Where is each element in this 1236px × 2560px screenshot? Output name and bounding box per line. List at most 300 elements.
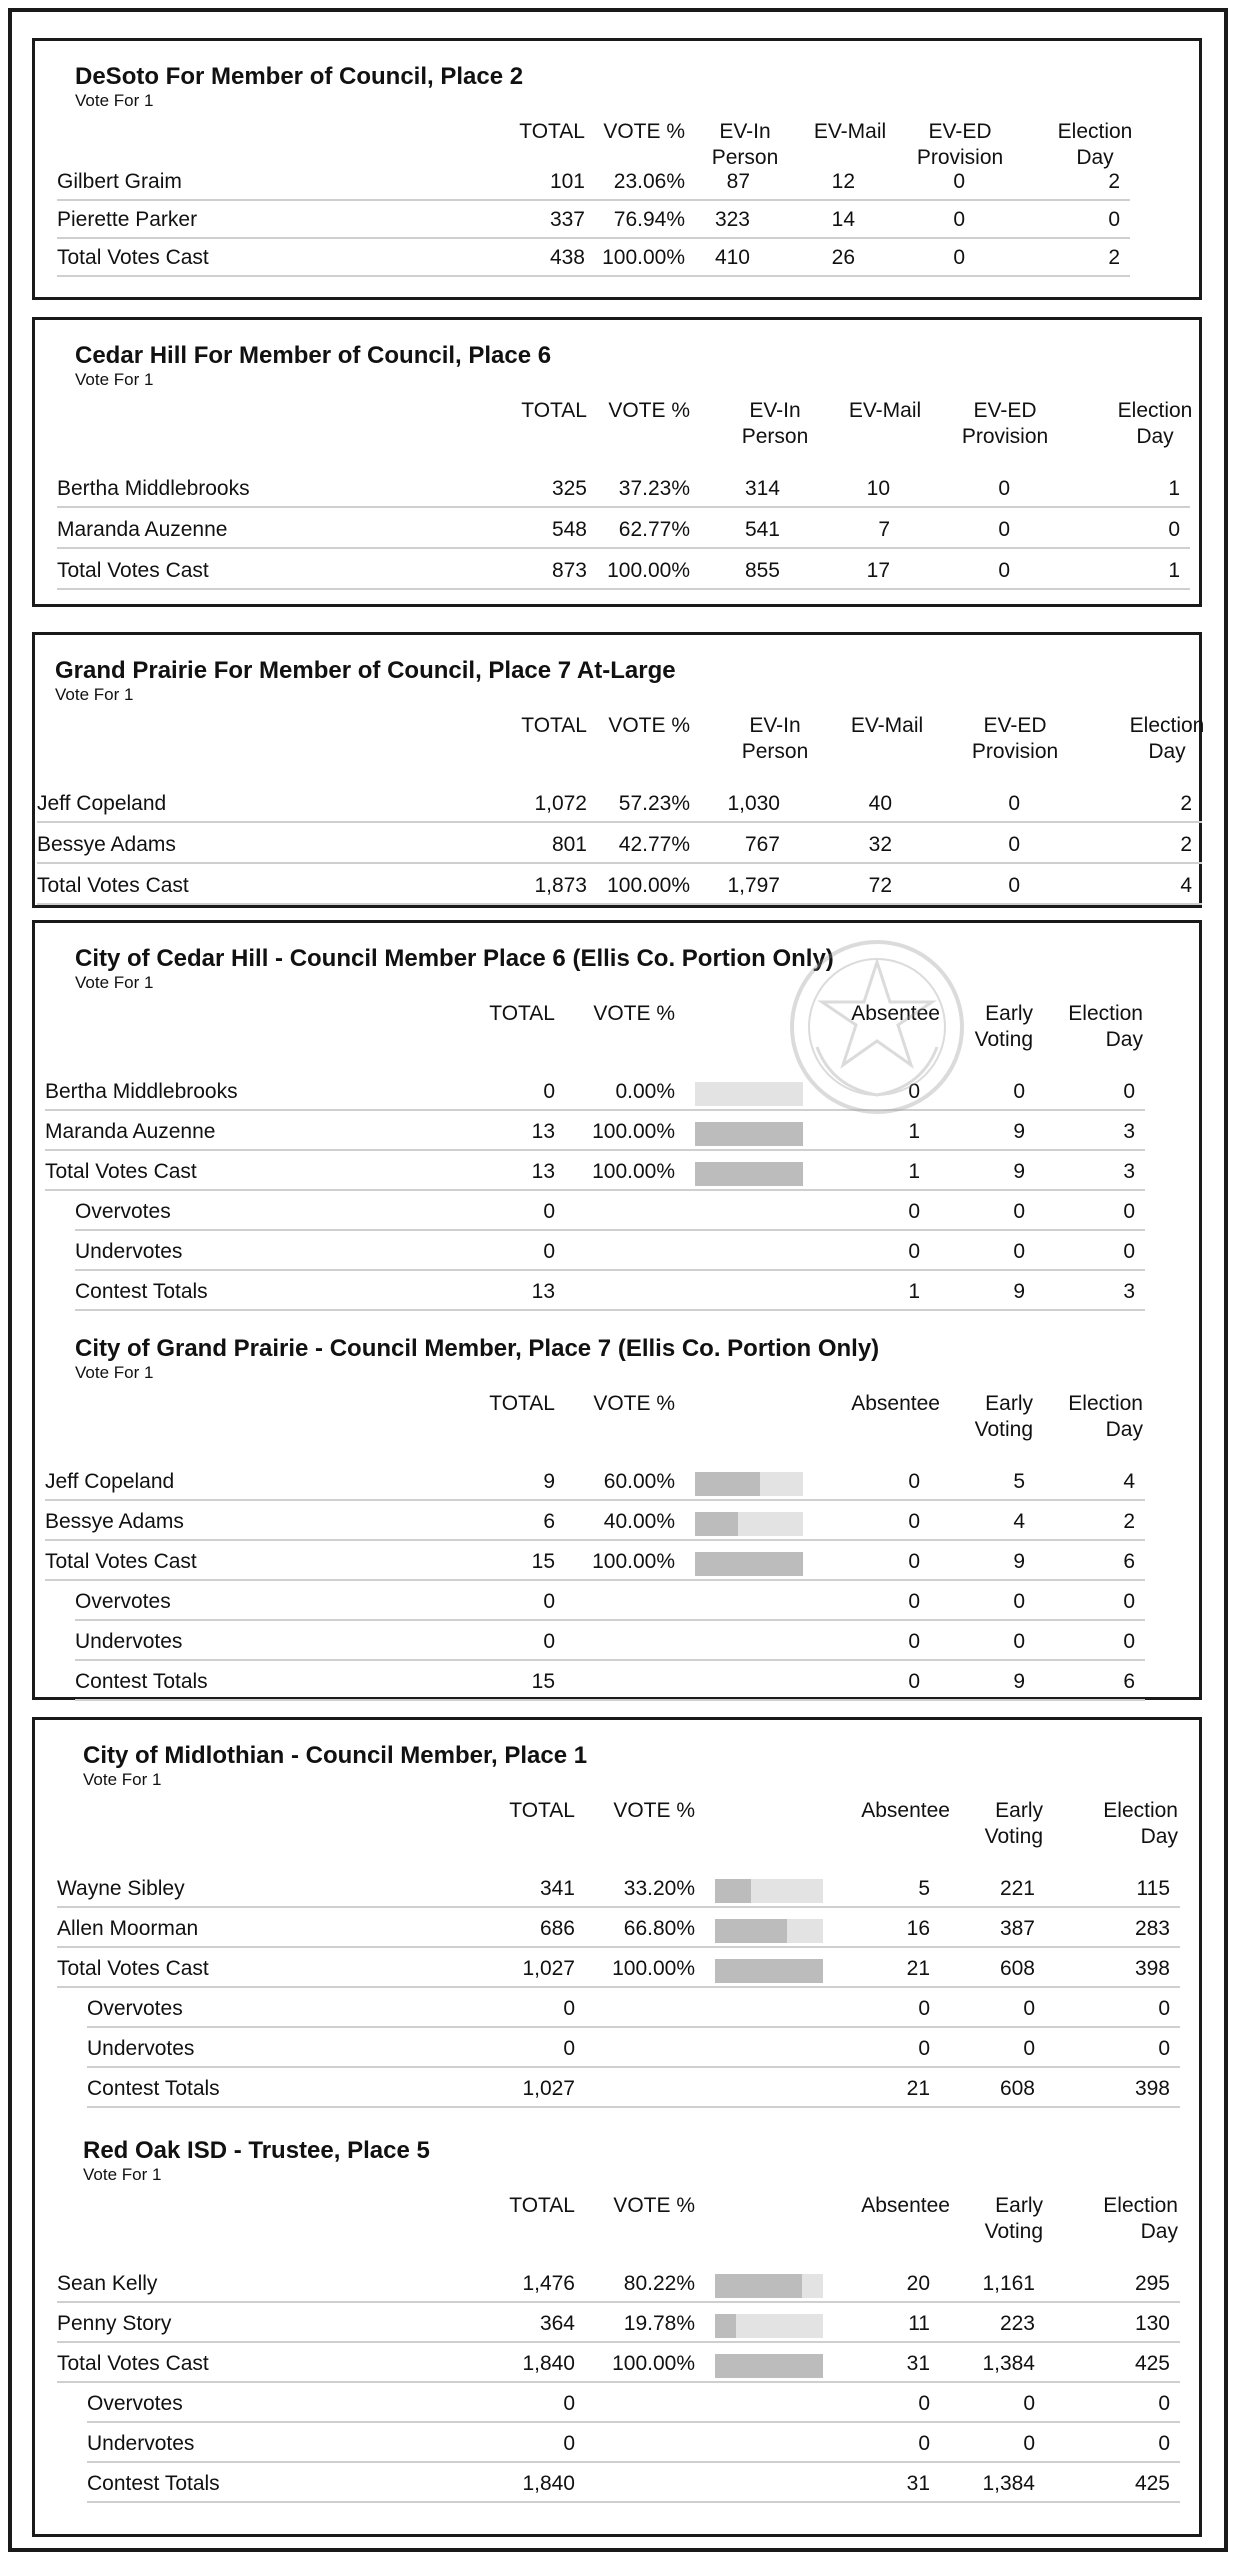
column-header: TOTAL bbox=[519, 120, 585, 143]
early-voting-votes: 221 bbox=[999, 1877, 1035, 1900]
absentee-votes: 20 bbox=[906, 2272, 930, 2295]
column-header: Early Voting bbox=[984, 1799, 1043, 1848]
table-row bbox=[35, 552, 1205, 590]
column-header: Election Day bbox=[1057, 120, 1133, 169]
row-divider bbox=[57, 1906, 1180, 1908]
ev-ed-provision-votes: 0 bbox=[998, 477, 1010, 500]
vote-for-label: Vote For 1 bbox=[55, 685, 134, 704]
column-header: Election Day bbox=[1068, 1392, 1143, 1441]
vote-percent-bar bbox=[715, 2314, 823, 2338]
vote-percent-bar bbox=[695, 1552, 803, 1576]
early-voting-votes: 608 bbox=[999, 1957, 1035, 1980]
ev-ed-provision-votes: 0 bbox=[953, 170, 965, 193]
row-divider bbox=[37, 821, 1202, 823]
table-row bbox=[35, 1273, 1205, 1311]
results-page bbox=[8, 8, 1228, 2552]
column-header: Election Day bbox=[1103, 2194, 1178, 2243]
absentee-votes: 0 bbox=[918, 2432, 930, 2455]
absentee-votes: 0 bbox=[908, 1470, 920, 1493]
row-divider bbox=[57, 2381, 1180, 2383]
summary-label: Overvotes bbox=[75, 1200, 171, 1223]
table-row bbox=[35, 1503, 1205, 1541]
early-voting-votes: 0 bbox=[1013, 1200, 1025, 1223]
vote-percent-bar bbox=[715, 1919, 823, 1943]
absentee-votes: 1 bbox=[908, 1120, 920, 1143]
total-votes: 337 bbox=[549, 208, 585, 231]
column-header: Election Day bbox=[1068, 1002, 1143, 1051]
early-voting-votes: 608 bbox=[999, 2077, 1035, 2100]
table-row bbox=[35, 239, 1205, 277]
election-day-votes: 398 bbox=[1134, 1957, 1170, 1980]
early-voting-votes: 9 bbox=[1013, 1160, 1025, 1183]
vote-for-label: Vote For 1 bbox=[75, 973, 154, 992]
vote-percent: 100.00% bbox=[607, 559, 690, 582]
absentee-votes: 0 bbox=[908, 1630, 920, 1653]
election-day-votes: 0 bbox=[1123, 1590, 1135, 1613]
row-divider bbox=[87, 2066, 1180, 2068]
column-header: Election Day bbox=[1117, 399, 1193, 448]
vote-percent: 100.00% bbox=[612, 1957, 695, 1980]
vote-percent-bar bbox=[715, 1879, 823, 1903]
row-divider bbox=[75, 1269, 1145, 1271]
candidate-name: Gilbert Graim bbox=[57, 170, 182, 193]
vote-percent-bar-fill bbox=[695, 1472, 760, 1496]
row-divider bbox=[45, 1109, 1145, 1111]
election-day-votes: 0 bbox=[1158, 2432, 1170, 2455]
election-day-votes: 115 bbox=[1136, 1877, 1170, 1900]
table-row bbox=[35, 2030, 1205, 2068]
column-header: Absentee bbox=[851, 1002, 940, 1025]
row-divider bbox=[57, 2301, 1180, 2303]
total-votes: 1,840 bbox=[522, 2352, 575, 2375]
summary-label: Undervotes bbox=[75, 1630, 183, 1653]
total-votes: 1,072 bbox=[534, 792, 587, 815]
absentee-votes: 0 bbox=[908, 1670, 920, 1693]
contest-box bbox=[32, 1717, 1202, 2537]
summary-label: Overvotes bbox=[75, 1590, 171, 1613]
vote-percent: 42.77% bbox=[618, 833, 690, 856]
election-day-votes: 2 bbox=[1108, 170, 1120, 193]
ev-mail-votes: 7 bbox=[878, 518, 890, 541]
column-header: Early Voting bbox=[974, 1002, 1033, 1051]
election-day-votes: 0 bbox=[1108, 208, 1120, 231]
contest-box bbox=[32, 317, 1202, 607]
contest-box bbox=[32, 920, 1202, 1700]
total-votes: 341 bbox=[539, 1877, 575, 1900]
total-votes: 0 bbox=[563, 2037, 575, 2060]
total-votes: 438 bbox=[549, 246, 585, 269]
election-day-votes: 2 bbox=[1123, 1510, 1135, 1533]
election-day-votes: 0 bbox=[1158, 2392, 1170, 2415]
table-row bbox=[35, 785, 1205, 823]
row-divider bbox=[57, 275, 1130, 277]
total-votes: 873 bbox=[551, 559, 587, 582]
contest-title: DeSoto For Member of Council, Place 2 bbox=[75, 63, 524, 90]
early-voting-votes: 9 bbox=[1013, 1120, 1025, 1143]
vote-percent: 0.00% bbox=[615, 1080, 675, 1103]
table-row bbox=[35, 1153, 1205, 1191]
column-header: Election Day bbox=[1103, 1799, 1178, 1848]
column-header: VOTE % bbox=[613, 2194, 695, 2217]
column-header: EV-ED Provision bbox=[916, 120, 1004, 169]
election-day-votes: 0 bbox=[1123, 1240, 1135, 1263]
row-divider bbox=[57, 547, 1190, 549]
total-votes: 0 bbox=[543, 1630, 555, 1653]
vote-percent-bar-fill bbox=[715, 2354, 823, 2378]
column-header: TOTAL bbox=[521, 399, 587, 422]
contest-title: City of Grand Prairie - Council Member, Place 7 (Ellis Co. Portion Only) bbox=[75, 1335, 880, 1362]
candidate-name: Total Votes Cast bbox=[57, 246, 209, 269]
column-header: EV-In Person bbox=[711, 120, 779, 169]
early-voting-votes: 9 bbox=[1013, 1670, 1025, 1693]
election-day-votes: 2 bbox=[1108, 246, 1120, 269]
table-row bbox=[35, 1870, 1205, 1908]
vote-percent-bar bbox=[695, 1162, 803, 1186]
ev-mail-votes: 12 bbox=[831, 170, 855, 193]
election-day-votes: 4 bbox=[1123, 1470, 1135, 1493]
vote-percent-bar-fill bbox=[715, 2274, 802, 2298]
summary-label: Undervotes bbox=[75, 1240, 183, 1263]
absentee-votes: 21 bbox=[906, 2077, 930, 2100]
column-header: EV-Mail bbox=[848, 399, 922, 422]
column-header: TOTAL bbox=[489, 1392, 555, 1415]
early-voting-votes: 5 bbox=[1013, 1470, 1025, 1493]
table-row bbox=[35, 2070, 1205, 2108]
column-header: TOTAL bbox=[489, 1002, 555, 1025]
ev-ed-provision-votes: 0 bbox=[998, 559, 1010, 582]
vote-percent: 23.06% bbox=[613, 170, 685, 193]
row-divider bbox=[57, 506, 1190, 508]
ev-in-person-votes: 87 bbox=[726, 170, 750, 193]
column-header: TOTAL bbox=[521, 714, 587, 737]
table-row bbox=[35, 1990, 1205, 2028]
ev-ed-provision-votes: 0 bbox=[953, 246, 965, 269]
table-row bbox=[35, 2345, 1205, 2383]
candidate-name: Bessye Adams bbox=[45, 1510, 184, 1533]
total-votes: 0 bbox=[563, 2392, 575, 2415]
absentee-votes: 0 bbox=[908, 1240, 920, 1263]
election-day-votes: 0 bbox=[1158, 1997, 1170, 2020]
early-voting-votes: 9 bbox=[1013, 1280, 1025, 1303]
column-header: Absentee bbox=[861, 2194, 950, 2217]
absentee-votes: 31 bbox=[906, 2472, 930, 2495]
candidate-name: Allen Moorman bbox=[57, 1917, 199, 1940]
column-header: VOTE % bbox=[603, 120, 685, 143]
row-divider bbox=[45, 1579, 1145, 1581]
vote-percent: 60.00% bbox=[603, 1470, 675, 1493]
table-row bbox=[35, 201, 1205, 239]
absentee-votes: 0 bbox=[908, 1590, 920, 1613]
vote-percent: 76.94% bbox=[613, 208, 685, 231]
vote-percent: 62.77% bbox=[618, 518, 690, 541]
table-row bbox=[35, 2465, 1205, 2503]
row-divider bbox=[37, 903, 1202, 905]
column-header: TOTAL bbox=[509, 1799, 575, 1822]
vote-percent: 100.00% bbox=[592, 1550, 675, 1573]
ev-mail-votes: 10 bbox=[866, 477, 890, 500]
ev-in-person-votes: 855 bbox=[744, 559, 780, 582]
absentee-votes: 31 bbox=[906, 2352, 930, 2375]
total-votes: 13 bbox=[531, 1280, 555, 1303]
election-day-votes: 295 bbox=[1134, 2272, 1170, 2295]
ev-in-person-votes: 314 bbox=[744, 477, 780, 500]
early-voting-votes: 223 bbox=[999, 2312, 1035, 2335]
row-divider bbox=[75, 1619, 1145, 1621]
table-row bbox=[35, 1233, 1205, 1271]
election-day-votes: 425 bbox=[1134, 2352, 1170, 2375]
vote-percent-bar bbox=[715, 2354, 823, 2378]
election-day-votes: 6 bbox=[1123, 1670, 1135, 1693]
row-divider bbox=[45, 1539, 1145, 1541]
vote-percent-bar-fill bbox=[715, 1919, 787, 1943]
total-votes: 364 bbox=[539, 2312, 575, 2335]
total-votes: 15 bbox=[531, 1550, 555, 1573]
vote-percent: 100.00% bbox=[592, 1160, 675, 1183]
vote-percent-bar-fill bbox=[695, 1512, 738, 1536]
column-header: EV-ED Provision bbox=[961, 399, 1049, 448]
total-votes: 0 bbox=[563, 1997, 575, 2020]
absentee-votes: 1 bbox=[908, 1160, 920, 1183]
candidate-name: Penny Story bbox=[57, 2312, 172, 2335]
total-votes: 6 bbox=[543, 1510, 555, 1533]
candidate-name: Total Votes Cast bbox=[57, 1957, 209, 1980]
election-day-votes: 4 bbox=[1180, 874, 1192, 897]
table-row bbox=[35, 867, 1205, 905]
row-divider bbox=[57, 1946, 1180, 1948]
total-votes: 325 bbox=[551, 477, 587, 500]
vote-percent-bar-fill bbox=[695, 1122, 803, 1146]
total-votes: 1,840 bbox=[522, 2472, 575, 2495]
total-votes: 1,027 bbox=[522, 2077, 575, 2100]
column-header: Early Voting bbox=[974, 1392, 1033, 1441]
contest-title: Grand Prairie For Member of Council, Place 7 At-Large bbox=[55, 657, 676, 684]
vote-percent: 66.80% bbox=[623, 1917, 695, 1940]
early-voting-votes: 0 bbox=[1023, 2037, 1035, 2060]
ev-mail-votes: 26 bbox=[831, 246, 855, 269]
total-votes: 548 bbox=[551, 518, 587, 541]
ev-in-person-votes: 410 bbox=[714, 246, 750, 269]
early-voting-votes: 0 bbox=[1023, 2432, 1035, 2455]
election-day-votes: 0 bbox=[1123, 1080, 1135, 1103]
table-row bbox=[35, 826, 1205, 864]
vote-for-label: Vote For 1 bbox=[83, 1770, 162, 1789]
total-votes: 1,476 bbox=[522, 2272, 575, 2295]
table-row bbox=[35, 1583, 1205, 1621]
row-divider bbox=[57, 1986, 1180, 1988]
row-divider bbox=[57, 588, 1190, 590]
ev-mail-votes: 17 bbox=[866, 559, 890, 582]
candidate-name: Total Votes Cast bbox=[37, 874, 189, 897]
election-day-votes: 6 bbox=[1123, 1550, 1135, 1573]
election-day-votes: 283 bbox=[1134, 1917, 1170, 1940]
early-voting-votes: 1,161 bbox=[982, 2272, 1035, 2295]
column-header: EV-ED Provision bbox=[971, 714, 1059, 763]
table-row bbox=[35, 2425, 1205, 2463]
election-day-votes: 3 bbox=[1123, 1120, 1135, 1143]
contest-box bbox=[32, 632, 1205, 908]
column-header: VOTE % bbox=[593, 1002, 675, 1025]
absentee-votes: 0 bbox=[908, 1080, 920, 1103]
vote-for-label: Vote For 1 bbox=[75, 1363, 154, 1382]
column-header: Absentee bbox=[851, 1392, 940, 1415]
election-day-votes: 0 bbox=[1158, 2037, 1170, 2060]
vote-percent-bar bbox=[695, 1082, 803, 1106]
column-header: TOTAL bbox=[509, 2194, 575, 2217]
vote-percent: 57.23% bbox=[618, 792, 690, 815]
absentee-votes: 0 bbox=[908, 1200, 920, 1223]
candidate-name: Total Votes Cast bbox=[57, 2352, 209, 2375]
table-row bbox=[35, 1663, 1205, 1701]
candidate-name: Bertha Middlebrooks bbox=[57, 477, 250, 500]
column-header: VOTE % bbox=[608, 399, 690, 422]
summary-label: Contest Totals bbox=[75, 1280, 208, 1303]
contest-title: City of Cedar Hill - Council Member Place 6 (Ellis Co. Portion Only) bbox=[75, 945, 834, 972]
row-divider bbox=[45, 1499, 1145, 1501]
absentee-votes: 0 bbox=[918, 1997, 930, 2020]
vote-percent-bar bbox=[695, 1122, 803, 1146]
row-divider bbox=[45, 1149, 1145, 1151]
total-votes: 0 bbox=[543, 1240, 555, 1263]
vote-percent-bar-fill bbox=[715, 1879, 751, 1903]
candidate-name: Jeff Copeland bbox=[45, 1470, 175, 1493]
total-votes: 13 bbox=[531, 1120, 555, 1143]
election-day-votes: 0 bbox=[1168, 518, 1180, 541]
absentee-votes: 0 bbox=[918, 2037, 930, 2060]
total-votes: 0 bbox=[543, 1080, 555, 1103]
early-voting-votes: 0 bbox=[1013, 1240, 1025, 1263]
vote-for-label: Vote For 1 bbox=[75, 370, 154, 389]
early-voting-votes: 0 bbox=[1013, 1590, 1025, 1613]
contest-title: Cedar Hill For Member of Council, Place 6 bbox=[75, 342, 552, 369]
total-votes: 15 bbox=[531, 1670, 555, 1693]
vote-percent: 33.20% bbox=[623, 1877, 695, 1900]
candidate-name: Maranda Auzenne bbox=[57, 518, 228, 541]
early-voting-votes: 1,384 bbox=[982, 2352, 1035, 2375]
row-divider bbox=[75, 1699, 1145, 1701]
vote-percent: 100.00% bbox=[612, 2352, 695, 2375]
election-day-votes: 2 bbox=[1180, 792, 1192, 815]
column-header: Absentee bbox=[861, 1799, 950, 1822]
summary-label: Contest Totals bbox=[75, 1670, 208, 1693]
vote-percent: 37.23% bbox=[618, 477, 690, 500]
early-voting-votes: 9 bbox=[1013, 1550, 1025, 1573]
ev-mail-votes: 32 bbox=[868, 833, 892, 856]
column-header: VOTE % bbox=[613, 1799, 695, 1822]
candidate-name: Total Votes Cast bbox=[57, 559, 209, 582]
vote-for-label: Vote For 1 bbox=[75, 91, 154, 110]
vote-percent-bar-fill bbox=[715, 2314, 736, 2338]
absentee-votes: 0 bbox=[918, 2392, 930, 2415]
row-divider bbox=[75, 1229, 1145, 1231]
ev-ed-provision-votes: 0 bbox=[998, 518, 1010, 541]
column-header: EV-Mail bbox=[813, 120, 887, 143]
absentee-votes: 0 bbox=[908, 1550, 920, 1573]
total-votes: 1,873 bbox=[534, 874, 587, 897]
table-row bbox=[35, 470, 1205, 508]
absentee-votes: 21 bbox=[906, 1957, 930, 1980]
table-row bbox=[35, 1623, 1205, 1661]
election-day-votes: 0 bbox=[1123, 1630, 1135, 1653]
total-votes: 0 bbox=[563, 2432, 575, 2455]
vote-percent-bar-fill bbox=[695, 1552, 803, 1576]
table-row bbox=[35, 2385, 1205, 2423]
table-row bbox=[35, 1193, 1205, 1231]
column-header: EV-Mail bbox=[850, 714, 924, 737]
vote-percent: 100.00% bbox=[602, 246, 685, 269]
candidate-name: Total Votes Cast bbox=[45, 1160, 197, 1183]
vote-percent-bar-fill bbox=[695, 1162, 803, 1186]
election-day-votes: 1 bbox=[1168, 559, 1180, 582]
election-day-votes: 3 bbox=[1123, 1280, 1135, 1303]
column-header: EV-In Person bbox=[741, 714, 809, 763]
vote-percent-bar bbox=[695, 1512, 803, 1536]
vote-percent: 19.78% bbox=[623, 2312, 695, 2335]
candidate-name: Bertha Middlebrooks bbox=[45, 1080, 238, 1103]
absentee-votes: 5 bbox=[918, 1877, 930, 1900]
row-divider bbox=[87, 2461, 1180, 2463]
early-voting-votes: 0 bbox=[1013, 1630, 1025, 1653]
table-row bbox=[35, 1910, 1205, 1948]
table-row bbox=[35, 1950, 1205, 1988]
contest-title: City of Midlothian - Council Member, Place 1 bbox=[83, 1742, 588, 1769]
vote-percent: 80.22% bbox=[623, 2272, 695, 2295]
absentee-votes: 1 bbox=[908, 1280, 920, 1303]
vote-percent-bar bbox=[715, 1959, 823, 1983]
ev-ed-provision-votes: 0 bbox=[1008, 874, 1020, 897]
row-divider bbox=[87, 2501, 1180, 2503]
election-day-votes: 130 bbox=[1134, 2312, 1170, 2335]
row-divider bbox=[87, 2106, 1180, 2108]
candidate-name: Bessye Adams bbox=[37, 833, 176, 856]
vote-percent-bar-fill bbox=[715, 1959, 823, 1983]
vote-percent-bar bbox=[695, 1472, 803, 1496]
early-voting-votes: 4 bbox=[1013, 1510, 1025, 1533]
column-header: Early Voting bbox=[984, 2194, 1043, 2243]
total-votes: 0 bbox=[543, 1200, 555, 1223]
contest-title: Red Oak ISD - Trustee, Place 5 bbox=[83, 2137, 430, 2164]
row-divider bbox=[87, 2421, 1180, 2423]
election-day-votes: 2 bbox=[1180, 833, 1192, 856]
candidate-name: Maranda Auzenne bbox=[45, 1120, 216, 1143]
table-row bbox=[35, 1463, 1205, 1501]
total-votes: 1,027 bbox=[522, 1957, 575, 1980]
vote-percent-bar bbox=[715, 2274, 823, 2298]
table-row bbox=[35, 2265, 1205, 2303]
ev-in-person-votes: 767 bbox=[744, 833, 780, 856]
ev-ed-provision-votes: 0 bbox=[953, 208, 965, 231]
table-row bbox=[35, 1543, 1205, 1581]
total-votes: 13 bbox=[531, 1160, 555, 1183]
candidate-name: Pierette Parker bbox=[57, 208, 198, 231]
total-votes: 686 bbox=[539, 1917, 575, 1940]
absentee-votes: 0 bbox=[908, 1510, 920, 1533]
candidate-name: Total Votes Cast bbox=[45, 1550, 197, 1573]
early-voting-votes: 0 bbox=[1023, 2392, 1035, 2415]
candidate-name: Sean Kelly bbox=[57, 2272, 158, 2295]
contest-box bbox=[32, 38, 1202, 300]
early-voting-votes: 0 bbox=[1023, 1997, 1035, 2020]
total-votes: 0 bbox=[543, 1590, 555, 1613]
vote-percent: 100.00% bbox=[607, 874, 690, 897]
early-voting-votes: 0 bbox=[1013, 1080, 1025, 1103]
ev-mail-votes: 14 bbox=[831, 208, 855, 231]
candidate-name: Jeff Copeland bbox=[37, 792, 167, 815]
summary-label: Undervotes bbox=[87, 2432, 195, 2455]
ev-in-person-votes: 323 bbox=[714, 208, 750, 231]
summary-label: Undervotes bbox=[87, 2037, 195, 2060]
election-day-votes: 1 bbox=[1168, 477, 1180, 500]
vote-percent: 100.00% bbox=[592, 1120, 675, 1143]
